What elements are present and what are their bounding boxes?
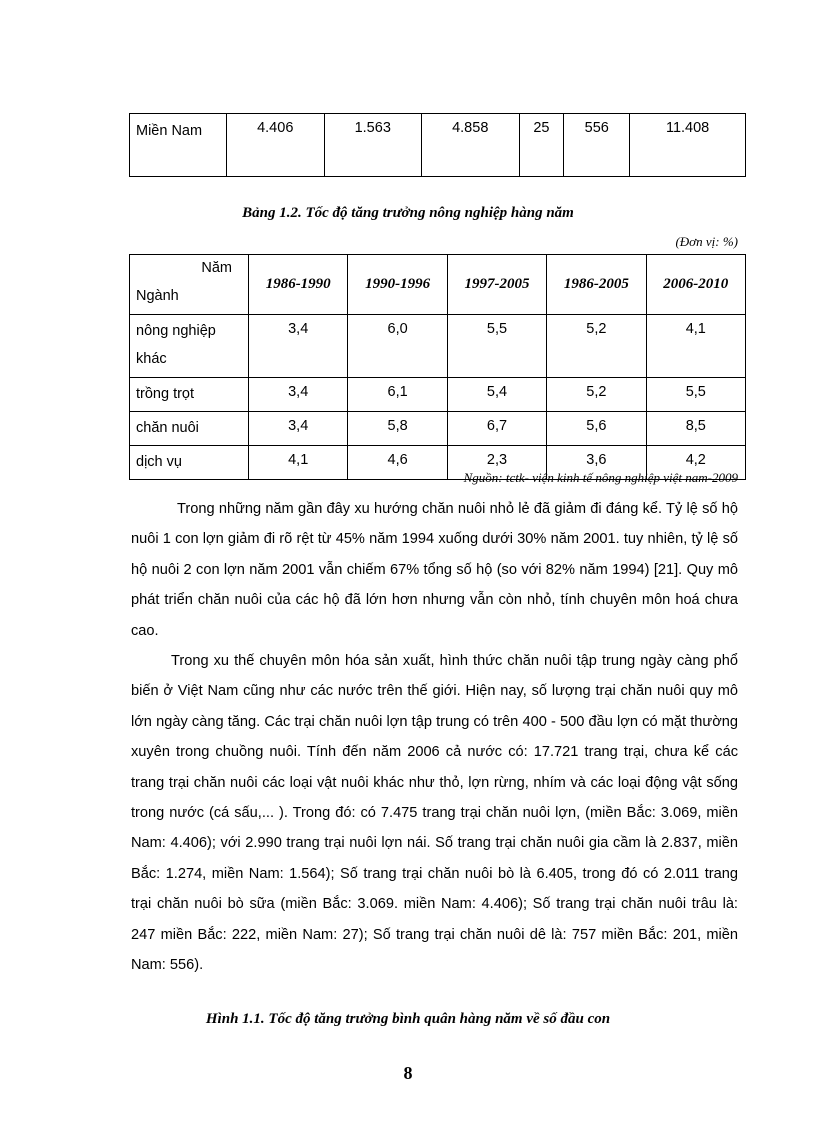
table-cell: 5,2 bbox=[547, 378, 646, 412]
period-header: 1990-1996 bbox=[348, 255, 447, 315]
table-cell: 11.408 bbox=[630, 114, 746, 177]
body-paragraph: Trong xu thế chuyên môn hóa sản xuất, hình thức chăn nuôi tập trung ngày càng phổ biến ở Việt Nam cũng như các nước trên thế giới. Hiện nay, số lượng trại chăn nuôi quy mô lớn ngày càng tăng. Các trại chăn nuôi lợn tập trung có trên 400 - 500 đầu lợn có mặt thường xuyên trong chuồng nuôi. Tính đến năm 2006 cả nước có: 17.721 trang trại, chưa kể các trang trại chăn nuôi các loại vật nuôi khác như thỏ, lợn rừng, nhím và các loại động vật sống trong nước (cá sấu,... ). Trong đó: có 7.475 trang trại chăn nuôi lợn, (miền Bắc: 3.069, miền Nam: 4.406); với 2.990 trang trại nuôi lợn nái. Số trang trại chăn nuôi gia cầm là 2.837, miền Bắc: 1.274, miền Nam: 1.564); Số trang trại chăn nuôi bò là 6.405, trong đó có 2.011 trang trại chăn nuôi bò sữa (miền Bắc: 3.069. miền Nam: 4.406); Số trang trại chăn nuôi trâu là: 247 miền Bắc: 222, miền Nam: 27); Số trang trại chăn nuôi dê là: 757 miền Bắc: 201, miền Nam: 556). bbox=[131, 653, 738, 974]
body-paragraph: Trong những năm gần đây xu hướng chăn nuôi nhỏ lẻ đã giảm đi đáng kể. Tỷ lệ số hộ nuôi 1 con lợn giảm đi rõ rệt từ 45% năm 1994 xuống dưới 30% năm 2001. tuy nhiên, tỷ lệ số hộ nuôi 2 con lợn năm 2001 vẫn chiếm 67% tổng số hộ (so với 82% năm 1994) [21]. Quy mô phát triển chăn nuôi của các hộ đã lớn hơn nhưng vẫn còn nhỏ, tính chuyên môn hoá chưa cao. bbox=[131, 501, 738, 639]
table-cell: 3,4 bbox=[249, 315, 348, 378]
unit-label: (Đơn vị: %) bbox=[675, 234, 738, 249]
period-header: 1997-2005 bbox=[447, 255, 546, 315]
corner-sector-label: Ngành bbox=[136, 288, 179, 304]
table-cell: 4,1 bbox=[646, 315, 745, 378]
table-cell: 4.406 bbox=[227, 114, 325, 177]
table-header-row bbox=[130, 255, 746, 315]
period-header: 2006-2010 bbox=[646, 255, 745, 315]
table-row bbox=[130, 315, 746, 378]
table-caption: Bảng 1.2. Tốc độ tăng trưởng nông nghiệp hàng năm bbox=[242, 205, 574, 221]
row-label: nông nghiệp khác bbox=[130, 315, 249, 378]
table-cell: 5,4 bbox=[447, 378, 546, 412]
table-cell: 5,6 bbox=[547, 412, 646, 446]
table-row bbox=[130, 378, 746, 412]
growth-table bbox=[129, 254, 746, 480]
table-cell: 2,3 bbox=[447, 446, 546, 480]
table-cell: 556 bbox=[564, 114, 630, 177]
row-label: trồng trọt bbox=[130, 378, 249, 412]
table-row bbox=[130, 412, 746, 446]
table-cell: 6,1 bbox=[348, 378, 447, 412]
table-cell: 6,0 bbox=[348, 315, 447, 378]
table-cell: 3,6 bbox=[547, 446, 646, 480]
table-cell: 4,1 bbox=[249, 446, 348, 480]
continuation-table bbox=[129, 113, 746, 177]
page-number: 8 bbox=[403, 1063, 413, 1083]
corner-year-label: Năm bbox=[201, 260, 232, 276]
table-cell: 5,8 bbox=[348, 412, 447, 446]
source-note: Nguồn: tctk- viện kinh tế nông nghiệp việt nam-2009 bbox=[463, 470, 738, 485]
table-cell: 4.858 bbox=[422, 114, 520, 177]
table-row bbox=[130, 114, 746, 177]
period-header: 1986-2005 bbox=[547, 255, 646, 315]
figure-caption: Hình 1.1. Tốc độ tăng trưởng bình quân hàng năm về số đầu con bbox=[205, 1011, 611, 1027]
corner-header bbox=[130, 255, 249, 315]
table-cell: 8,5 bbox=[646, 412, 745, 446]
period-header: 1986-1990 bbox=[249, 255, 348, 315]
table-cell: 1.563 bbox=[324, 114, 422, 177]
table-cell: 5,5 bbox=[646, 378, 745, 412]
table-cell: 3,4 bbox=[249, 378, 348, 412]
table-cell: 4,6 bbox=[348, 446, 447, 480]
table-cell: 5,2 bbox=[547, 315, 646, 378]
table-cell: 4,2 bbox=[646, 446, 745, 480]
table-cell: 3,4 bbox=[249, 412, 348, 446]
table-cell: 25 bbox=[519, 114, 564, 177]
table-cell: 5,5 bbox=[447, 315, 546, 378]
row-label: chăn nuôi bbox=[130, 412, 249, 446]
table-cell: 6,7 bbox=[447, 412, 546, 446]
row-label: dịch vụ bbox=[130, 446, 249, 480]
row-label: Miền Nam bbox=[130, 114, 227, 177]
